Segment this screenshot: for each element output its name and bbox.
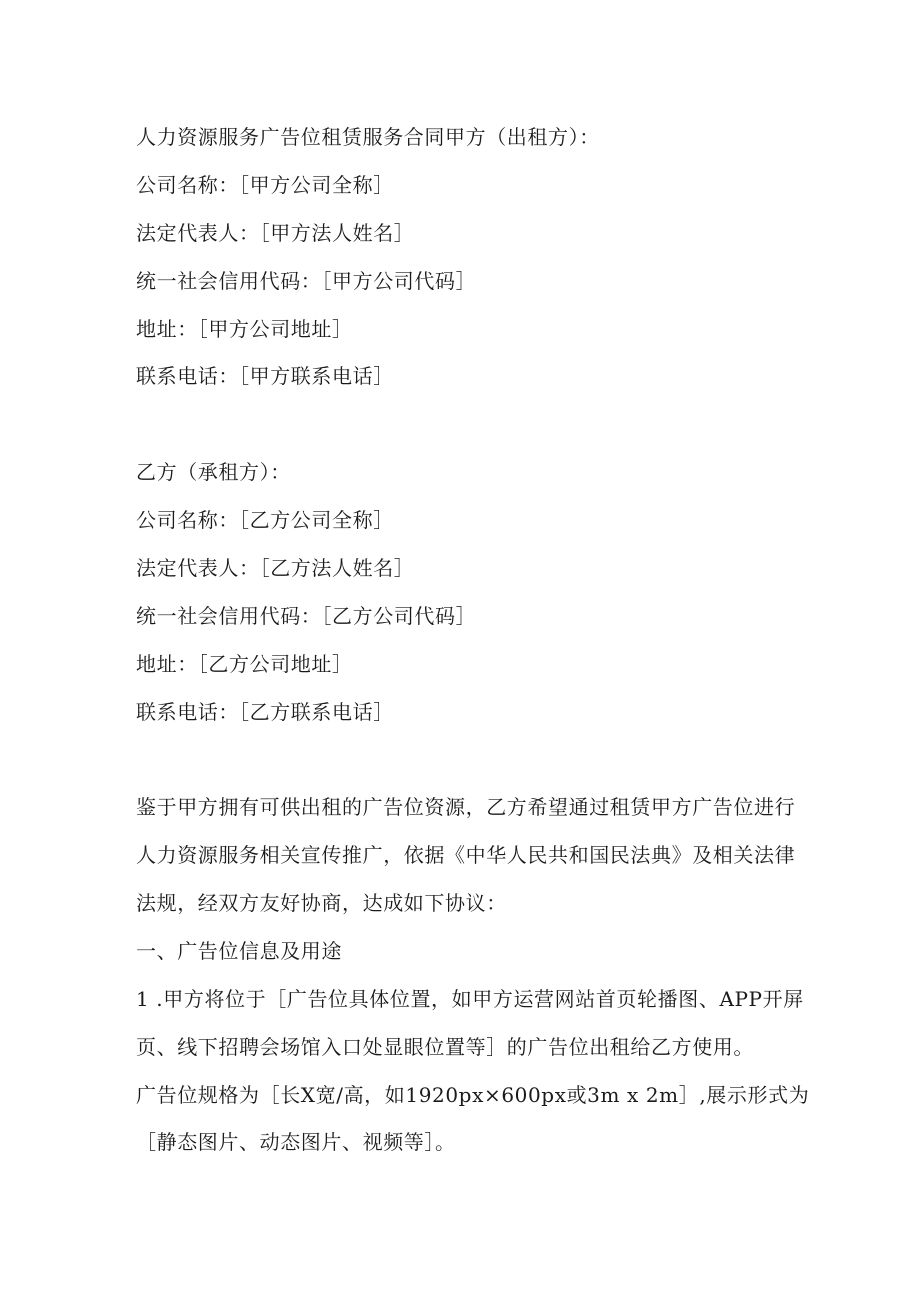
- party-b-credit-code: 统一社会信用代码：［乙方公司代码］: [136, 604, 477, 628]
- party-a-company-name: 公司名称：［甲方公司全称］: [136, 173, 394, 197]
- party-b-phone: 联系电话：［乙方联系电话］: [136, 700, 394, 724]
- party-b-company-name: 公司名称：［乙方公司全称］: [136, 508, 394, 532]
- preamble-line-3: 法规，经双方友好协商，达成如下协议：: [136, 891, 507, 915]
- section-1-item-1-line-2: 页、线下招聘会场馆入口处显眼位置等］的广告位出租给乙方使用。: [136, 1035, 754, 1059]
- section-1-spec-line-1: 广告位规格为［长X宽/高，如1920px×600px或3m x 2m］,展示形式为: [136, 1083, 810, 1107]
- party-a-address: 地址：［甲方公司地址］: [136, 317, 353, 341]
- section-1-item-1-line-1: 1 .甲方将位于［广告位具体位置，如甲方运营网站首页轮播图、APP开屏: [136, 987, 804, 1011]
- party-a-credit-code: 统一社会信用代码：［甲方公司代码］: [136, 269, 477, 293]
- section-1-spec-line-2: ［静态图片、动态图片、视频等］。: [136, 1130, 456, 1154]
- preamble-line-1: 鉴于甲方拥有可供出租的广告位资源，乙方希望通过租赁甲方广告位进行: [136, 795, 796, 819]
- party-b-legal-representative: 法定代表人：［乙方法人姓名］: [136, 556, 415, 580]
- section-1-title: 一、广告位信息及用途: [136, 939, 342, 963]
- party-b-address: 地址：［乙方公司地址］: [136, 652, 353, 676]
- party-a-legal-representative: 法定代表人：［甲方法人姓名］: [136, 221, 415, 245]
- contract-title-party-a-heading: 人力资源服务广告位租赁服务合同甲方（出租方）：: [136, 125, 600, 149]
- party-a-phone: 联系电话：［甲方联系电话］: [136, 364, 394, 388]
- preamble-line-2: 人力资源服务相关宣传推广，依据《中华人民共和国民法典》及相关法律: [136, 843, 796, 867]
- party-b-heading: 乙方（承租方）：: [136, 460, 291, 484]
